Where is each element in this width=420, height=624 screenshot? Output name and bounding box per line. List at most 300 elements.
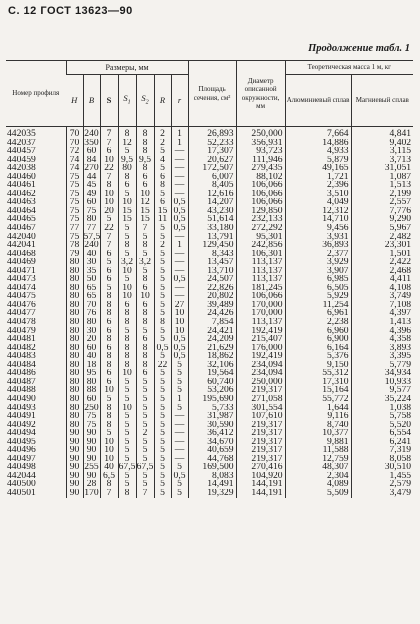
table-cell: 5 <box>154 438 171 447</box>
table-cell: 5 <box>136 250 154 259</box>
table-cell: 72 <box>66 147 83 156</box>
table-cell: 34,670 <box>188 438 236 447</box>
table-row <box>6 378 413 387</box>
table-cell: 5 <box>171 361 188 370</box>
table-cell: 111,946 <box>236 156 285 165</box>
table-cell: 45 <box>83 181 100 190</box>
table-cell: 8,083 <box>188 472 236 481</box>
table-row <box>6 429 413 438</box>
table-cell: 5 <box>154 472 171 481</box>
table-cell: 5 <box>154 455 171 464</box>
table-cell: 270,416 <box>236 463 285 472</box>
table-cell: 90 <box>66 455 83 464</box>
table-cell: 30,590 <box>188 421 236 430</box>
table-row <box>6 241 413 250</box>
table-cell: 17,310 <box>285 378 351 387</box>
table-cell: 255 <box>84 463 99 472</box>
table-cell: 8 <box>136 127 154 139</box>
table-cell: 33,180 <box>188 224 236 233</box>
table-cell: 15 <box>136 207 154 216</box>
profile-number-cell: 440482 <box>7 343 36 353</box>
table-cell: 7,854 <box>188 318 236 327</box>
table-cell: 5,929 <box>285 292 351 301</box>
table-cell: 106,301 <box>236 250 285 259</box>
profile-number-cell: 440469 <box>7 258 36 267</box>
table-cell: 10 <box>171 318 188 327</box>
table-cell: 43,230 <box>188 207 236 216</box>
table-cell: 10 <box>118 284 136 293</box>
table-cell: 67,5 <box>118 463 136 472</box>
table-cell: 13,710 <box>188 267 236 276</box>
table-cell: 5,779 <box>351 361 413 370</box>
table-cell: 1 <box>171 127 188 139</box>
table-cell: 5 <box>118 327 136 336</box>
table-cell: 1,455 <box>351 472 413 481</box>
profile-number-cell: 440457 <box>7 147 36 156</box>
table-cell: 5 <box>118 190 136 199</box>
table-cell: 5 <box>154 395 171 404</box>
table-cell: 181,245 <box>236 284 285 293</box>
table-cell: 60 <box>83 344 100 353</box>
table-cell: 10 <box>118 267 136 276</box>
table-cell: 106,066 <box>236 198 285 207</box>
table-cell: 279,435 <box>236 164 285 173</box>
table-cell: 6,900 <box>285 335 351 344</box>
table-cell: 40,659 <box>188 446 236 455</box>
table-cell: 7 <box>100 173 118 182</box>
table-cell: 5 <box>171 369 188 378</box>
table-cell: 80 <box>66 335 83 344</box>
table-cell: 1 <box>171 395 188 404</box>
table-cell: 74 <box>66 164 83 173</box>
table-cell: 8 <box>136 361 154 370</box>
profile-number-cell: 440471 <box>7 266 36 276</box>
table-cell: 10,377 <box>285 429 351 438</box>
table-row <box>6 164 413 173</box>
table-cell: 6 <box>136 369 154 378</box>
table-cell: 14,710 <box>285 215 351 224</box>
table-cell: 3,510 <box>285 190 351 199</box>
table-row <box>6 412 413 421</box>
table-cell: 170 <box>84 488 99 498</box>
table-cell: — <box>171 181 188 190</box>
table-cell: 250 <box>84 403 99 413</box>
profile-number-cell: 440501 <box>7 488 36 498</box>
table-cell: 240 <box>84 128 99 139</box>
profile-number-cell: 440497 <box>7 454 36 464</box>
table-cell: 10,933 <box>351 378 413 387</box>
table-cell: 5 <box>118 438 136 447</box>
table-cell: 9,402 <box>351 139 413 148</box>
table-cell: 40 <box>100 463 118 472</box>
table-row <box>6 344 413 353</box>
table-cell: 90 <box>66 429 83 438</box>
table-cell: 0,5 <box>171 335 188 344</box>
table-cell: 4,397 <box>351 309 413 318</box>
table-cell: 106,066 <box>236 190 285 199</box>
profile-number-cell: 440496 <box>7 446 36 455</box>
table-cell: 6 <box>100 267 118 276</box>
table-cell: 80 <box>66 344 83 353</box>
table-cell: 10 <box>100 156 118 165</box>
table-row <box>6 156 413 165</box>
table-cell: 11,588 <box>285 446 351 455</box>
table-cell: 8 <box>118 309 136 318</box>
table-cell: 80 <box>83 378 100 387</box>
table-cell: 39,489 <box>188 301 236 310</box>
table-cell: 2 <box>154 139 171 148</box>
table-cell: 12 <box>118 139 136 148</box>
table-cell: 30,510 <box>351 463 413 472</box>
header-r-lower: r <box>171 75 188 127</box>
table-row <box>6 463 413 472</box>
table-cell: 0,5 <box>171 224 188 233</box>
table-cell: 8 <box>100 412 118 421</box>
table-cell: 75 <box>66 198 83 207</box>
table-cell: 5 <box>154 327 171 336</box>
table-cell: 6 <box>154 198 171 207</box>
table-cell: 5 <box>154 335 171 344</box>
table-cell: 80 <box>66 327 83 336</box>
table-cell: 5 <box>154 164 171 173</box>
table-cell: 9,881 <box>285 438 351 447</box>
table-cell: — <box>171 250 188 259</box>
table-cell: 80 <box>66 318 83 327</box>
table-row <box>6 275 413 284</box>
table-cell: 12,616 <box>188 190 236 199</box>
table-cell: 8 <box>100 309 118 318</box>
table-cell: 350 <box>84 138 99 148</box>
table-cell: 19,329 <box>188 489 236 498</box>
table-cell: 21,629 <box>188 344 236 353</box>
table-cell: 6 <box>100 147 118 156</box>
table-cell: 5 <box>136 438 154 447</box>
table-cell: 22 <box>100 164 118 173</box>
table-cell: 3,713 <box>351 156 413 165</box>
profile-number-cell: 442038 <box>7 164 36 173</box>
table-cell: 3,893 <box>351 344 413 353</box>
table-cell: 129,450 <box>188 241 236 250</box>
table-cell: 5,879 <box>285 156 351 165</box>
table-cell: 5 <box>136 404 154 413</box>
table-cell: 13,791 <box>188 233 236 242</box>
table-row <box>6 421 413 430</box>
table-cell: 8 <box>100 361 118 370</box>
table-cell: 90 <box>66 489 83 498</box>
table-cell: 3,395 <box>351 352 413 361</box>
table-cell: 75 <box>83 412 100 421</box>
table-cell: 8 <box>154 318 171 327</box>
table-cell: 5 <box>154 233 171 242</box>
table-cell: 9,5 <box>136 156 154 165</box>
table-cell: 6 <box>100 378 118 387</box>
profile-number-cell: 440467 <box>7 224 36 233</box>
table-cell: 5 <box>100 429 118 438</box>
table-cell: 31,987 <box>188 412 236 421</box>
table-cell: 6 <box>154 173 171 182</box>
table-cell: 10 <box>100 438 118 447</box>
table-cell: 8 <box>118 352 136 361</box>
table-cell: 2 <box>154 127 171 139</box>
profile-number-cell: 440479 <box>7 326 36 336</box>
table-cell: 17,307 <box>188 147 236 156</box>
table-cell: 5 <box>154 386 171 395</box>
table-cell: 4,108 <box>351 284 413 293</box>
table-cell: 18 <box>83 361 100 370</box>
table-row <box>6 173 413 182</box>
table-cell: 0,5 <box>171 472 188 481</box>
table-cell: 4 <box>154 156 171 165</box>
profile-number-cell: 440494 <box>7 429 36 438</box>
table-cell: 8 <box>136 309 154 318</box>
table-cell: 5 <box>100 258 118 267</box>
table-cell: 195,690 <box>188 395 236 404</box>
profile-number-cell: 440491 <box>7 412 36 421</box>
table-cell: 80 <box>66 421 83 430</box>
table-cell: 219,317 <box>236 438 285 447</box>
table-row <box>6 455 413 464</box>
table-cell: 5,520 <box>351 421 413 430</box>
table-cell: 18,862 <box>188 352 236 361</box>
table-cell: 8 <box>100 480 118 489</box>
table-cell: 5 <box>118 480 136 489</box>
table-cell: 8 <box>136 241 154 250</box>
table-cell: 35 <box>83 267 100 276</box>
table-cell: 9,150 <box>285 361 351 370</box>
header-aluminum: Алюминиевый сплав <box>285 75 351 127</box>
profile-number-cell: 440493 <box>7 403 36 413</box>
table-cell: 4,396 <box>351 327 413 336</box>
table-cell: 2,422 <box>351 258 413 267</box>
table-cell: — <box>171 190 188 199</box>
table-cell: 11,254 <box>285 301 351 310</box>
table-cell: 7 <box>100 139 118 148</box>
table-row <box>6 292 413 301</box>
table-cell: 5 <box>171 386 188 395</box>
table-cell: 4,049 <box>285 198 351 207</box>
table-cell: 6,505 <box>285 284 351 293</box>
table-cell: 75 <box>66 207 83 216</box>
table-cell: 15,164 <box>285 386 351 395</box>
table-cell: 5 <box>154 369 171 378</box>
table-cell: 144,191 <box>236 480 285 489</box>
table-cell: 2 <box>154 241 171 250</box>
table-cell: 75 <box>66 215 83 224</box>
table-cell: 6 <box>118 181 136 190</box>
table-cell: 50 <box>83 275 100 284</box>
header-magnesium: Магниевый сплав <box>351 75 413 127</box>
table-cell: 270 <box>84 164 99 173</box>
table-cell: 35,224 <box>351 395 413 404</box>
table-cell: 8 <box>118 127 136 139</box>
table-cell: 24,426 <box>188 309 236 318</box>
table-cell: 75 <box>83 421 100 430</box>
table-cell: 3,115 <box>351 147 413 156</box>
table-cell: 5 <box>118 250 136 259</box>
table-cell: 2,238 <box>285 318 351 327</box>
header-s: S <box>100 75 118 127</box>
table-cell: 8,343 <box>188 250 236 259</box>
table-cell: 5 <box>154 489 171 498</box>
table-cell: 80 <box>66 369 83 378</box>
table-cell: 80 <box>66 258 83 267</box>
table-cell: 8 <box>136 344 154 353</box>
table-cell: — <box>171 446 188 455</box>
table-cell: 10 <box>100 386 118 395</box>
table-cell: 5 <box>154 301 171 310</box>
profiles-table <box>6 60 413 498</box>
table-cell: 1 <box>171 139 188 148</box>
table-cell: 20 <box>100 207 118 216</box>
table-cell: 80 <box>66 284 83 293</box>
table-cell: 90 <box>83 429 100 438</box>
table-cell: 219,317 <box>236 446 285 455</box>
table-cell: 9,5 <box>118 156 136 165</box>
table-cell: 32,106 <box>188 361 236 370</box>
table-cell: 10 <box>118 369 136 378</box>
table-cell: 84 <box>83 156 100 165</box>
table-cell: 5 <box>154 429 171 438</box>
table-cell: 8 <box>118 361 136 370</box>
table-cell: 1,644 <box>285 404 351 413</box>
table-cell: 7 <box>100 241 118 250</box>
table-cell: 3,929 <box>285 258 351 267</box>
page-header: С. 12 ГОСТ 13623—90 <box>8 5 133 17</box>
table-cell: 5 <box>118 412 136 421</box>
table-cell: 1,721 <box>285 173 351 182</box>
table-cell: 80 <box>83 318 100 327</box>
table-cell: — <box>171 156 188 165</box>
table-row <box>6 446 413 455</box>
table-cell: 5 <box>136 412 154 421</box>
table-cell: 80 <box>66 395 83 404</box>
table-cell: 5 <box>154 292 171 301</box>
table-cell: 65 <box>83 292 100 301</box>
table-cell: 90 <box>66 472 83 481</box>
table-cell: 5 <box>118 275 136 284</box>
table-cell: 11 <box>154 215 171 224</box>
table-cell: 95,301 <box>236 233 285 242</box>
table-cell: — <box>171 147 188 156</box>
profile-number-cell: 440468 <box>7 249 36 259</box>
table-cell: — <box>171 412 188 421</box>
table-cell: 90 <box>83 455 100 464</box>
profile-number-cell: 440492 <box>7 420 36 430</box>
table-cell: 70 <box>66 139 83 148</box>
profile-number-cell: 440459 <box>7 155 36 165</box>
table-cell: 8,058 <box>351 455 413 464</box>
profile-number-cell: 442044 <box>7 471 36 481</box>
table-cell: 104,920 <box>236 472 285 481</box>
table-cell: 113,137 <box>236 275 285 284</box>
table-cell: 44,768 <box>188 455 236 464</box>
table-cell: 2,199 <box>351 190 413 199</box>
table-cell: 90 <box>83 446 100 455</box>
profile-number-cell: 440478 <box>7 318 36 327</box>
table-cell: 27 <box>171 301 188 310</box>
table-cell: 6,007 <box>188 173 236 182</box>
table-cell: 240 <box>84 241 99 250</box>
table-cell: — <box>171 267 188 276</box>
table-cell: 30 <box>83 258 100 267</box>
header-profile-number: Номер профиля <box>6 61 66 127</box>
table-row <box>6 207 413 216</box>
table-cell: 5 <box>118 233 136 242</box>
profile-number-cell: 440465 <box>7 215 36 225</box>
profile-number-cell: 440500 <box>7 480 36 489</box>
table-cell: 2,557 <box>351 198 413 207</box>
table-cell: 272,292 <box>236 224 285 233</box>
table-cell: 60 <box>83 395 100 404</box>
table-cell: 8 <box>100 404 118 413</box>
table-cell: 10 <box>100 446 118 455</box>
table-cell: 271,058 <box>236 395 285 404</box>
table-cell: 219,317 <box>236 455 285 464</box>
profile-number-cell: 440483 <box>7 352 36 361</box>
table-cell: 51,614 <box>188 215 236 224</box>
table-cell: 22 <box>154 361 171 370</box>
table-cell: 6 <box>100 275 118 284</box>
table-cell: 75 <box>66 233 83 242</box>
table-cell: 30 <box>83 327 100 336</box>
table-cell: 5 <box>154 309 171 318</box>
table-cell: 49,165 <box>285 164 351 173</box>
profile-number-cell: 440463 <box>7 198 36 207</box>
table-cell: 5 <box>154 275 171 284</box>
table-cell: 6 <box>136 284 154 293</box>
table-cell: 8 <box>100 301 118 310</box>
table-cell: 4,841 <box>351 127 413 139</box>
table-row <box>6 361 413 370</box>
table-cell: 106,066 <box>236 181 285 190</box>
table-cell: 23,301 <box>351 241 413 250</box>
table-cell: 15 <box>118 215 136 224</box>
table-cell: 5 <box>136 446 154 455</box>
table-cell: 4,411 <box>351 275 413 284</box>
table-cell: 8 <box>118 489 136 498</box>
table-row <box>6 215 413 224</box>
table-cell: 15 <box>136 215 154 224</box>
table-cell: 6,164 <box>285 344 351 353</box>
table-cell: 1,501 <box>351 250 413 259</box>
table-cell: 6 <box>100 344 118 353</box>
table-row <box>6 284 413 293</box>
table-cell: 20 <box>83 335 100 344</box>
table-cell: 5 <box>136 421 154 430</box>
table-cell: 6,961 <box>285 309 351 318</box>
table-cell: 6 <box>100 250 118 259</box>
table-cell: 75 <box>66 173 83 182</box>
table-cell: 80 <box>66 301 83 310</box>
table-cell: 90 <box>83 438 100 447</box>
table-cell: 48,307 <box>285 463 351 472</box>
table-cell: 7,664 <box>285 127 351 139</box>
table-cell: 8 <box>136 139 154 148</box>
header-mass-group: Теоретическая масса 1 м, кг <box>285 61 413 75</box>
table-cell: 1,087 <box>351 173 413 182</box>
table-cell: 90 <box>66 463 83 472</box>
profile-number-cell: 440481 <box>7 335 36 344</box>
table-cell: 8 <box>100 181 118 190</box>
table-cell: 8 <box>118 241 136 250</box>
table-cell: — <box>171 455 188 464</box>
table-cell: 6 <box>100 327 118 336</box>
table-cell: 6 <box>100 369 118 378</box>
header-diameter: Диаметр описанной окружности, мм <box>236 61 285 127</box>
table-cell: 232,133 <box>236 215 285 224</box>
table-cell: — <box>171 173 188 182</box>
table-cell: 60 <box>83 147 100 156</box>
